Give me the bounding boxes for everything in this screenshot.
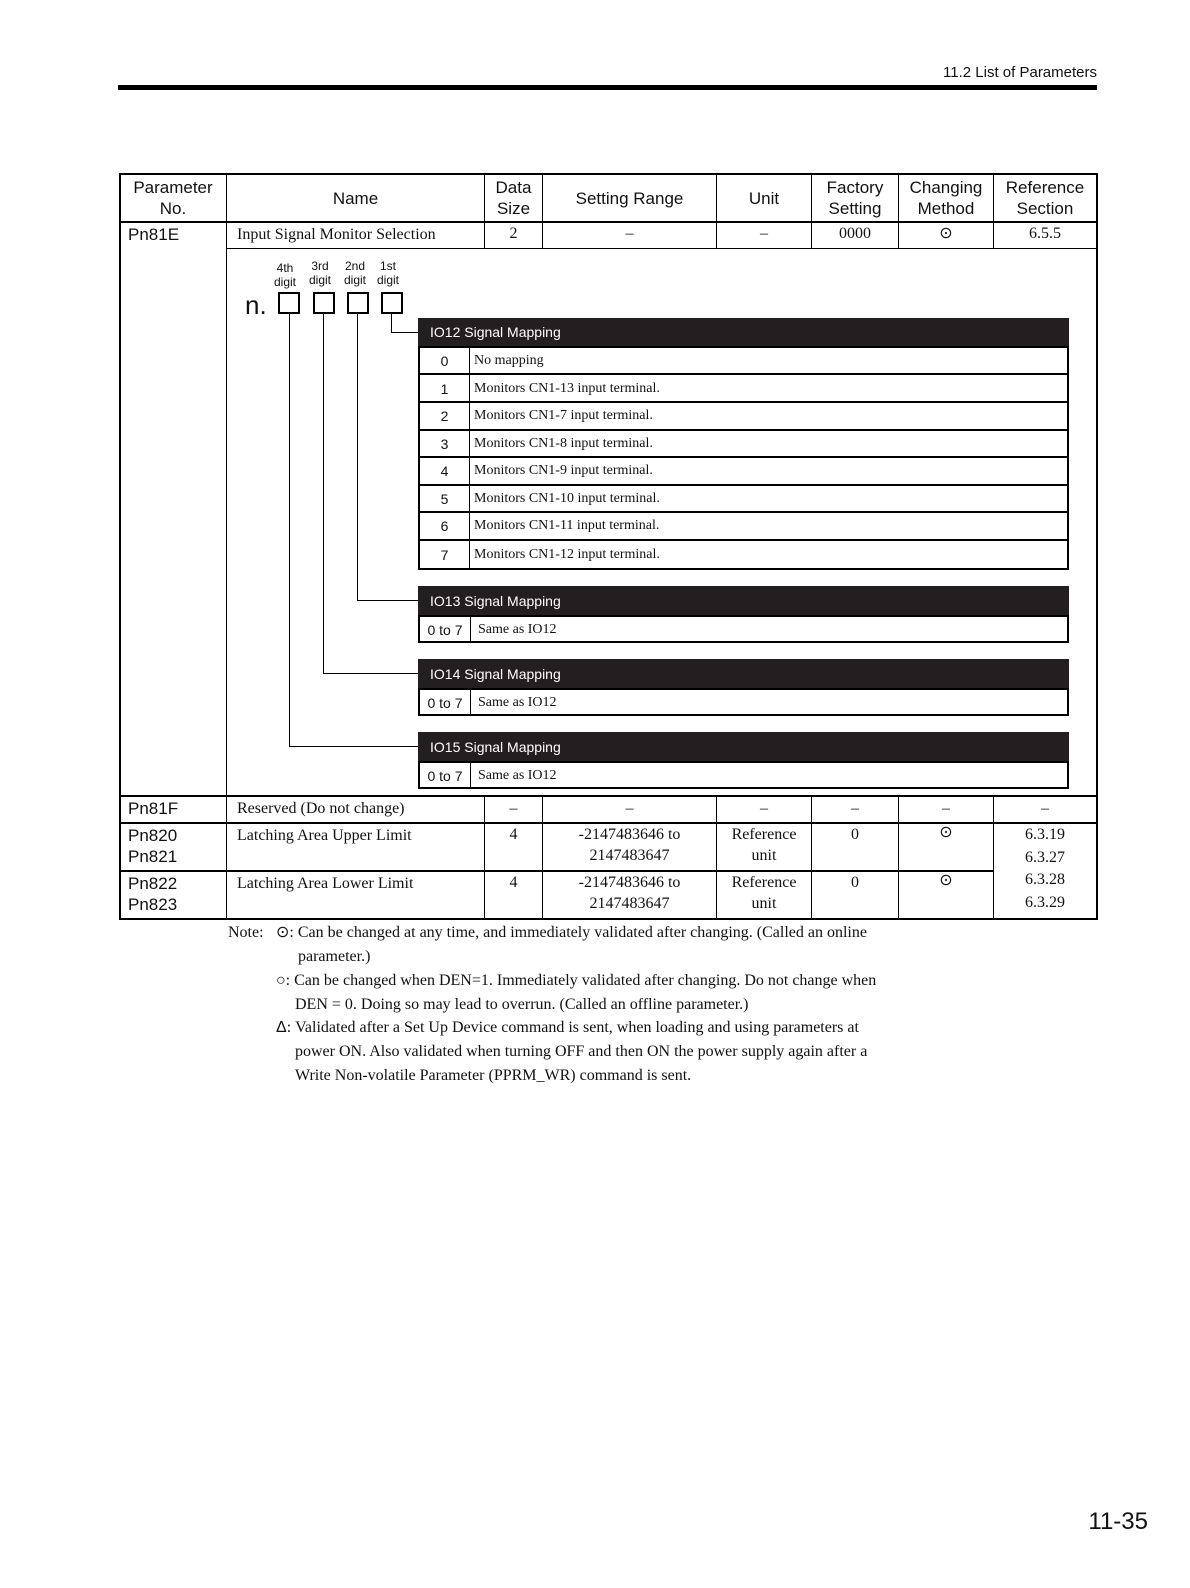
io13-row: 0 to 7 Same as IO12 — [427, 621, 557, 638]
header-setting-range: Setting Range — [575, 188, 684, 208]
io12-row-0: 0 No mapping — [440, 353, 544, 369]
row-pn820-unit: Reference unit — [731, 826, 797, 864]
row-pn81e-name: Input Signal Monitor Selection — [237, 226, 436, 243]
note-online: ⊙: Can be changed at any time, and immediately validated after changing. (Called an online — [276, 924, 867, 941]
shared-reference-sections: 6.3.19 6.3.27 6.3.28 6.3.29 — [1025, 826, 1065, 911]
row-pn820-range: -2147483646 to 2147483647 — [578, 826, 681, 864]
io14-row: 0 to 7 Same as IO12 — [427, 694, 557, 711]
section-header: 11.2 List of Parameters — [943, 64, 1097, 81]
header-changing-method: Changing Method — [909, 178, 983, 218]
row-pn81e-param: Pn81E — [128, 225, 180, 244]
header-data-size: Data Size — [495, 178, 532, 218]
offline-symbol-icon: ○ — [276, 972, 286, 989]
digit-box-3rd — [313, 292, 335, 314]
row-pn81f-method: – — [942, 799, 950, 817]
io12-row-divider — [419, 539, 1068, 541]
note-setup-cont1: power ON. Also validated when turning OFF and then ON the power supply again after a — [295, 1043, 868, 1060]
header-name: Name — [332, 188, 379, 208]
row-pn822-factory: 0 — [851, 873, 859, 891]
io12-row-6: 6 Monitors CN1-11 input terminal. — [440, 518, 660, 534]
page-number: 11-35 — [1088, 1508, 1148, 1535]
row-pn81f-unit: – — [760, 799, 768, 817]
connector-3rd-h — [323, 673, 419, 674]
io12-row-5: 5 Monitors CN1-10 input terminal. — [440, 491, 660, 507]
row-pn81e-method-icon: ⊙ — [939, 224, 953, 242]
row-pn820-factory: 0 — [851, 825, 859, 843]
parameter-prefix: n. — [245, 290, 267, 320]
table-right-border — [1096, 173, 1098, 920]
row-pn81e-range: – — [625, 224, 634, 242]
row-pn81f-size: – — [509, 799, 518, 817]
row-pn81f-factory: – — [851, 799, 859, 817]
note-online-cont: parameter.) — [298, 948, 371, 965]
io15-row: 0 to 7 Same as IO12 — [427, 767, 557, 784]
digit-box-2nd — [347, 292, 369, 314]
connector-2nd-h — [357, 600, 419, 601]
header-unit: Unit — [748, 188, 780, 208]
connector-1st-v — [391, 314, 392, 333]
row-pn81e-ref: 6.5.5 — [1029, 224, 1061, 242]
table-left-border — [119, 173, 121, 920]
note-offline: ○: Can be changed when DEN=1. Immediately validated after changing. Do not change when — [276, 972, 877, 989]
digit-box-1st — [381, 292, 403, 314]
row-pn822-unit: Reference unit — [731, 874, 797, 912]
header-reference-section: Reference Section — [1005, 178, 1085, 218]
digit-label-1st: 1st digit — [376, 259, 399, 287]
row-pn822-size: 4 — [509, 873, 518, 891]
connector-4th-h — [289, 746, 419, 747]
row-pn820-method-icon: ⊙ — [939, 823, 953, 841]
header-parameter-no: Parameter No. — [133, 178, 213, 218]
digit-label-2nd: 2nd digit — [343, 259, 366, 287]
digit-label-4th: 4th digit — [273, 261, 296, 289]
row-pn822-range: -2147483646 to 2147483647 — [578, 874, 681, 912]
row1-bottom-border — [226, 248, 1097, 249]
connector-2nd-v — [357, 314, 358, 601]
connector-1st-h — [391, 332, 419, 333]
io12-row-2: 2 Monitors CN1-7 input terminal. — [440, 408, 653, 424]
digit-box-4th — [278, 292, 300, 314]
io12-row-7: 7 Monitors CN1-12 input terminal. — [440, 547, 660, 563]
row-pn81e-unit: – — [760, 224, 768, 242]
io12-row-3: 3 Monitors CN1-8 input terminal. — [440, 436, 653, 452]
header-rule — [118, 85, 1097, 90]
row-pn820-param: Pn820 Pn821 — [128, 826, 178, 866]
digit-label-3rd: 3rd digit — [308, 259, 331, 287]
row-pn81f-ref: – — [1041, 799, 1049, 817]
row-pn820-size: 4 — [509, 825, 518, 843]
note-offline-cont: DEN = 0. Doing so may lead to overrun. (Called an offline parameter.) — [295, 996, 749, 1013]
row-pn822-name: Latching Area Lower Limit — [237, 875, 414, 892]
row-pn81e-size: 2 — [509, 224, 518, 242]
io12-row-1: 1 Monitors CN1-13 input terminal. — [440, 381, 660, 397]
io13-title: IO13 Signal Mapping — [418, 586, 1069, 615]
io14-title: IO14 Signal Mapping — [418, 659, 1069, 688]
row-pn820-name: Latching Area Upper Limit — [237, 827, 412, 844]
col-divider-name — [226, 173, 227, 919]
io12-title: IO12 Signal Mapping — [418, 318, 1069, 346]
row-pn81f-param: Pn81F — [128, 799, 179, 818]
io15-title: IO15 Signal Mapping — [418, 732, 1069, 761]
row-pn822-method-icon: ⊙ — [939, 871, 953, 889]
table-bottom-border — [119, 918, 1097, 920]
note-label: Note: — [228, 924, 264, 941]
row-pn81f-range: – — [625, 799, 634, 817]
online-symbol-icon: ⊙ — [276, 924, 290, 941]
connector-3rd-v — [323, 314, 324, 674]
connector-4th-v — [289, 314, 290, 747]
setup-symbol-icon: Δ — [276, 1019, 287, 1036]
note-setup: Δ: Validated after a Set Up Device command is sent, when loading and using parameters at — [276, 1019, 859, 1036]
row-pn822-param: Pn822 Pn823 — [128, 874, 178, 914]
io12-row-4: 4 Monitors CN1-9 input terminal. — [440, 463, 653, 479]
row-pn81e-factory: 0000 — [839, 224, 871, 242]
row-pn81f-name: Reserved (Do not change) — [237, 800, 405, 817]
note-setup-cont2: Write Non-volatile Parameter (PPRM_WR) command is sent. — [295, 1067, 692, 1084]
header-factory-setting: Factory Setting — [826, 178, 884, 218]
